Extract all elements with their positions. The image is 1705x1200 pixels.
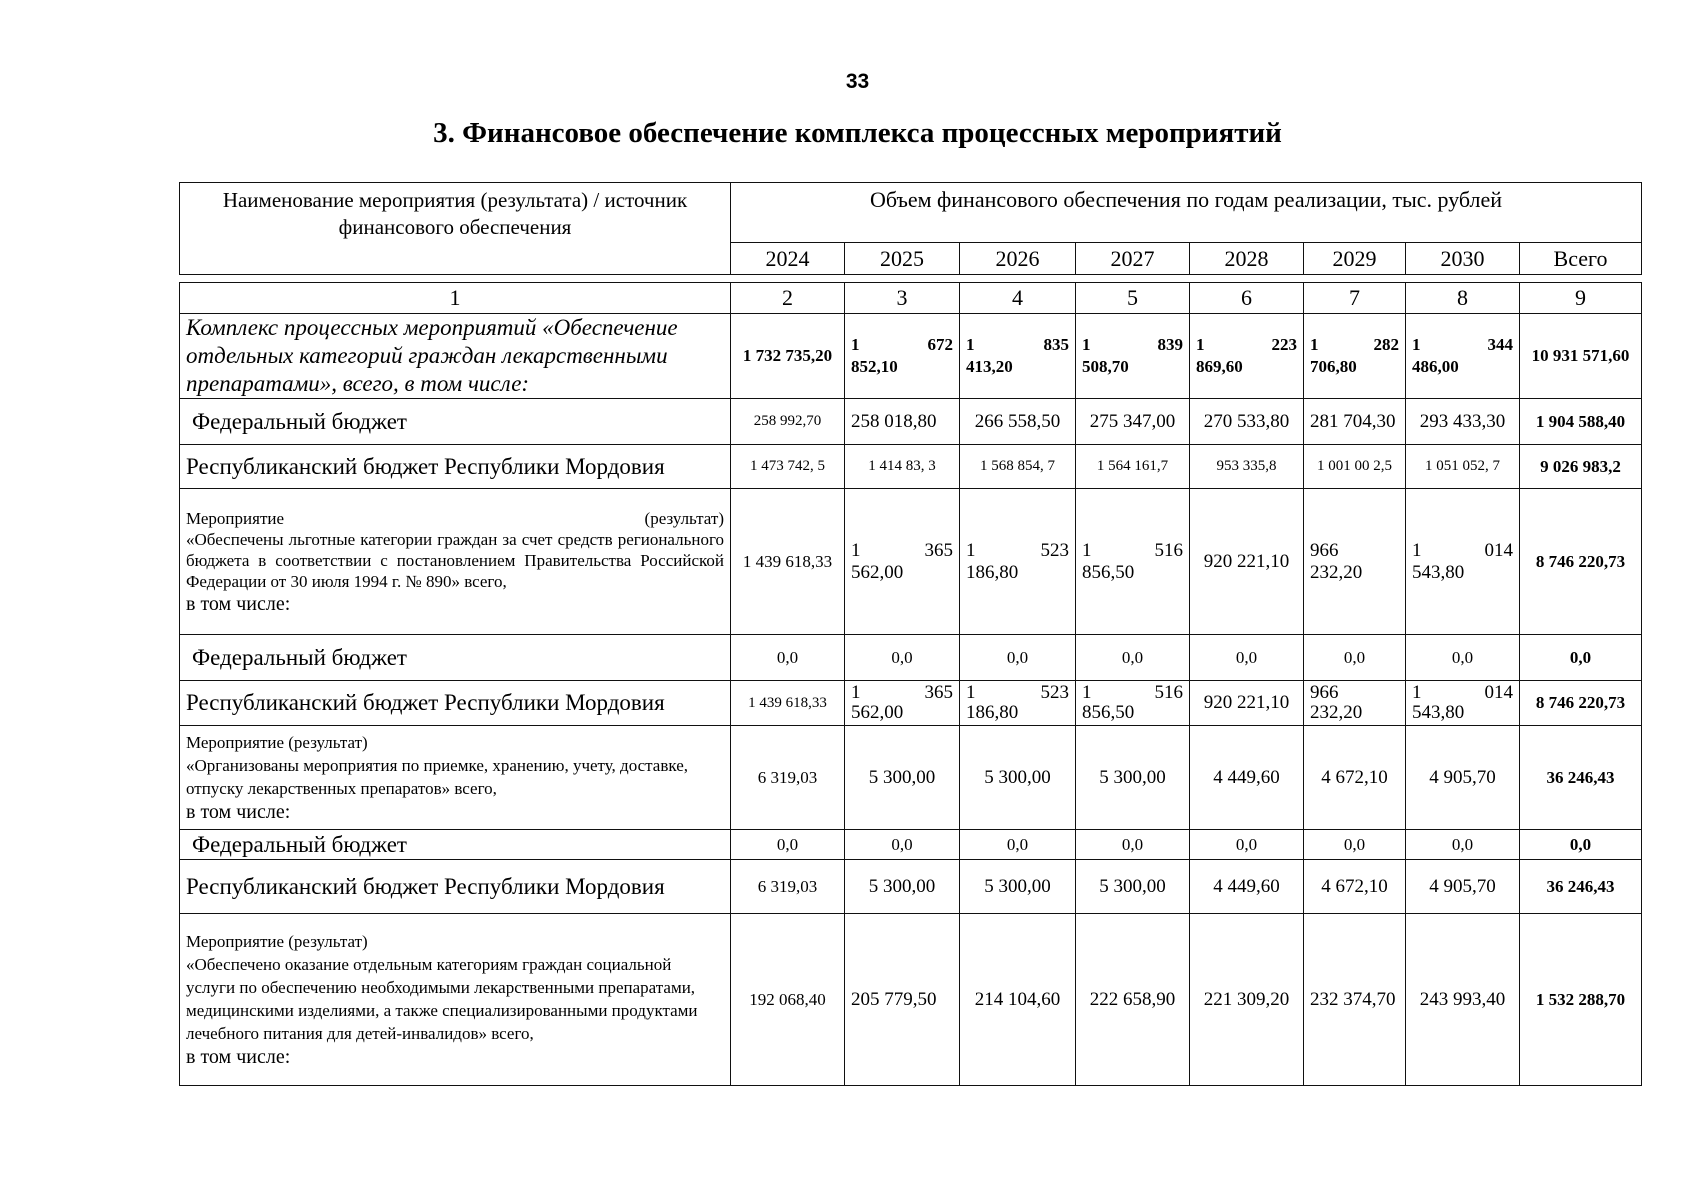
row-name-part: в том числе:: [186, 801, 291, 823]
value-cell: 192 068,40: [731, 914, 845, 1086]
header-year: 2030: [1406, 243, 1520, 275]
value-part: 543,80: [1412, 561, 1465, 583]
header-table: [179, 182, 1642, 275]
value-cell: 281 704,30: [1304, 399, 1406, 445]
value-cell: [1304, 681, 1406, 726]
value-part: 966: [1310, 539, 1339, 561]
index-cell: 3: [845, 283, 960, 314]
value-part: 014: [1484, 682, 1513, 703]
value-part: 413,20: [966, 357, 1013, 376]
value-cell: [1190, 314, 1304, 399]
row-name-part: Мероприятие (результат): [186, 932, 368, 951]
table-row: [180, 914, 1642, 1086]
value-part: 523: [1040, 682, 1069, 703]
value-cell: [845, 681, 960, 726]
index-cell: 2: [731, 283, 845, 314]
value-cell: 0,0: [845, 830, 960, 860]
value-part: 1: [1412, 682, 1422, 703]
value-cell: [1304, 489, 1406, 635]
value-cell: 920 221,10: [1190, 681, 1304, 726]
value-cell: 258 018,80: [845, 399, 960, 445]
total-cell: 36 246,43: [1520, 860, 1642, 914]
value-part: 856,50: [1082, 702, 1135, 723]
value-cell: 6 319,03: [731, 726, 845, 830]
value-cell: 275 347,00: [1076, 399, 1190, 445]
value-cell: 0,0: [1406, 830, 1520, 860]
table-row: [180, 314, 1642, 399]
value-part: 1: [1082, 539, 1092, 561]
value-part: 562,00: [851, 702, 904, 723]
value-cell: [1304, 314, 1406, 399]
value-cell: 1 001 00 2,5: [1304, 445, 1406, 489]
total-cell: 1 532 288,70: [1520, 914, 1642, 1086]
index-cell: 6: [1190, 283, 1304, 314]
header-year: 2026: [960, 243, 1076, 275]
value-cell: [1406, 489, 1520, 635]
value-cell: 5 300,00: [1076, 726, 1190, 830]
value-cell: 0,0: [845, 635, 960, 681]
row-name-part: «Обеспечено оказание отдельным категориям граждан социальной услуги по обеспечению необходимыми лекарственными препаратами, медицинскими изделиями, а также специализированными продуктами лечебного питания для детей-инвалидов» всего,: [186, 955, 698, 1043]
index-row: [180, 283, 1642, 314]
value-part: 1: [851, 335, 860, 354]
value-cell: 258 992,70: [731, 399, 845, 445]
index-cell: 8: [1406, 283, 1520, 314]
value-cell: 5 300,00: [960, 860, 1076, 914]
row-name: Комплекс процессных мероприятий «Обеспечение отдельных категорий граждан лекарственными препаратами», всего, в том числе:: [180, 314, 731, 399]
row-name: Республиканский бюджет Республики Мордовия: [180, 681, 731, 726]
value-part: 1: [1082, 335, 1091, 354]
header-volume-col: Объем финансового обеспечения по годам реализации, тыс. рублей: [731, 183, 1642, 243]
value-cell: 0,0: [731, 830, 845, 860]
value-cell: 0,0: [1190, 830, 1304, 860]
value-cell: 4 905,70: [1406, 860, 1520, 914]
value-part: 839: [1157, 335, 1183, 354]
value-cell: 243 993,40: [1406, 914, 1520, 1086]
value-cell: 0,0: [1076, 830, 1190, 860]
value-cell: [1406, 314, 1520, 399]
value-part: 835: [1043, 335, 1069, 354]
value-cell: 1 439 618,33: [731, 489, 845, 635]
total-cell: 36 246,43: [1520, 726, 1642, 830]
header-year: 2027: [1076, 243, 1190, 275]
value-part: 282: [1373, 335, 1399, 354]
value-cell: 293 433,30: [1406, 399, 1520, 445]
value-part: 856,50: [1082, 561, 1135, 583]
header-year: 2024: [731, 243, 845, 275]
value-part: 486,00: [1412, 357, 1459, 376]
total-cell: 9 026 983,2: [1520, 445, 1642, 489]
row-name-part: Мероприятие (результат): [186, 733, 368, 752]
value-cell: 0,0: [1406, 635, 1520, 681]
value-cell: 5 300,00: [845, 860, 960, 914]
value-cell: 221 309,20: [1190, 914, 1304, 1086]
value-cell: 4 672,10: [1304, 726, 1406, 830]
value-cell: 5 300,00: [1076, 860, 1190, 914]
value-part: 869,60: [1196, 357, 1243, 376]
total-cell: 8 746 220,73: [1520, 489, 1642, 635]
value-cell: 0,0: [960, 830, 1076, 860]
row-name: Республиканский бюджет Республики Мордовия: [180, 445, 731, 489]
value-cell: [960, 489, 1076, 635]
value-cell: 1 564 161,7: [1076, 445, 1190, 489]
value-part: 543,80: [1412, 702, 1465, 723]
value-part: 344: [1487, 335, 1513, 354]
value-cell: [960, 314, 1076, 399]
value-part: 706,80: [1310, 357, 1357, 376]
value-part: 014: [1484, 539, 1513, 561]
value-cell: 222 658,90: [1076, 914, 1190, 1086]
row-name: Федеральный бюджет: [180, 635, 731, 681]
value-part: 1: [851, 682, 861, 703]
value-part: 232,20: [1310, 702, 1363, 723]
row-name-part: «Организованы мероприятия по приемке, хранению, учету, доставке, отпуску лекарственных препаратов» всего,: [186, 756, 689, 798]
table-row: [180, 445, 1642, 489]
index-cell: 9: [1520, 283, 1642, 314]
row-name: Федеральный бюджет: [180, 830, 731, 860]
total-cell: 0,0: [1520, 830, 1642, 860]
value-part: 1: [1196, 335, 1205, 354]
index-cell: 4: [960, 283, 1076, 314]
value-part: 365: [924, 682, 953, 703]
value-cell: [1406, 681, 1520, 726]
value-cell: 0,0: [731, 635, 845, 681]
value-part: 1: [966, 335, 975, 354]
value-cell: 266 558,50: [960, 399, 1076, 445]
value-part: 186,80: [966, 702, 1019, 723]
value-part: 516: [1154, 682, 1183, 703]
value-cell: 953 335,8: [1190, 445, 1304, 489]
total-cell: 0,0: [1520, 635, 1642, 681]
value-cell: 1 051 052, 7: [1406, 445, 1520, 489]
table-row: [180, 860, 1642, 914]
table-row: [180, 635, 1642, 681]
value-cell: [845, 314, 960, 399]
header-year: 2025: [845, 243, 960, 275]
table-row: [180, 830, 1642, 860]
value-part: 966: [1310, 682, 1339, 703]
row-name-part: в том числе:: [186, 592, 291, 615]
row-name: [180, 726, 731, 830]
value-cell: [960, 681, 1076, 726]
row-name: [180, 489, 731, 635]
value-cell: 4 672,10: [1304, 860, 1406, 914]
value-part: 516: [1154, 539, 1183, 561]
table-row: [180, 489, 1642, 635]
value-part: 1: [966, 682, 976, 703]
value-cell: 1 473 742, 5: [731, 445, 845, 489]
value-cell: 232 374,70: [1304, 914, 1406, 1086]
total-cell: 1 904 588,40: [1520, 399, 1642, 445]
header-year: 2029: [1304, 243, 1406, 275]
value-part: 1: [1412, 539, 1422, 561]
value-part: 1: [1412, 335, 1421, 354]
value-cell: 5 300,00: [960, 726, 1076, 830]
value-part: 852,10: [851, 357, 898, 376]
value-cell: 1 414 83, 3: [845, 445, 960, 489]
value-cell: 0,0: [1304, 635, 1406, 681]
value-part: 1: [851, 539, 861, 561]
value-part: 232,20: [1310, 561, 1363, 583]
value-cell: 0,0: [1190, 635, 1304, 681]
value-cell: 1 439 618,33: [731, 681, 845, 726]
index-cell: 7: [1304, 283, 1406, 314]
value-cell: 6 319,03: [731, 860, 845, 914]
value-cell: 0,0: [1304, 830, 1406, 860]
header-year: 2028: [1190, 243, 1304, 275]
value-cell: 4 905,70: [1406, 726, 1520, 830]
value-cell: [845, 489, 960, 635]
table-row: [180, 681, 1642, 726]
value-part: 1: [966, 539, 976, 561]
finance-table: [179, 282, 1642, 1086]
row-name: [180, 914, 731, 1086]
value-part: 672: [927, 335, 953, 354]
value-cell: 0,0: [960, 635, 1076, 681]
value-cell: [1076, 489, 1190, 635]
value-part: 508,70: [1082, 357, 1129, 376]
value-cell: 214 104,60: [960, 914, 1076, 1086]
header-total: Всего: [1520, 243, 1642, 275]
page-title: 3. Финансовое обеспечение комплекса процессных мероприятий: [433, 117, 1282, 149]
value-cell: [1076, 681, 1190, 726]
value-part: 186,80: [966, 561, 1019, 583]
value-cell: 205 779,50: [845, 914, 960, 1086]
total-cell: 8 746 220,73: [1520, 681, 1642, 726]
row-name: Республиканский бюджет Республики Мордовия: [180, 860, 731, 914]
row-name-part: «Обеспечены льготные категории граждан за счет средств регионального бюджета в соответствии с постановлением Правительства Российской Федерации от 30 июля 1994 г. № 890» всего,: [186, 529, 724, 591]
row-name: Федеральный бюджет: [180, 399, 731, 445]
row-name-part: Мероприятие: [186, 508, 285, 528]
value-cell: 4 449,60: [1190, 726, 1304, 830]
table-row: [180, 399, 1642, 445]
value-cell: 1 568 854, 7: [960, 445, 1076, 489]
row-name-part: в том числе:: [186, 1046, 291, 1068]
total-cell: 10 931 571,60: [1520, 314, 1642, 399]
value-cell: 5 300,00: [845, 726, 960, 830]
table-row: [180, 726, 1642, 830]
header-name-col: Наименование мероприятия (результата) / источник финансового обеспечения: [180, 183, 731, 275]
value-cell: [1076, 314, 1190, 399]
value-part: 1: [1310, 335, 1319, 354]
row-name-part: (результат): [644, 508, 724, 528]
index-cell: 1: [180, 283, 731, 314]
value-cell: 270 533,80: [1190, 399, 1304, 445]
value-cell: 0,0: [1076, 635, 1190, 681]
value-part: 1: [1082, 682, 1092, 703]
value-part: 562,00: [851, 561, 904, 583]
page-number: 33: [845, 70, 870, 93]
value-cell: 920 221,10: [1190, 489, 1304, 635]
value-part: 223: [1271, 335, 1297, 354]
value-part: 523: [1040, 539, 1069, 561]
value-part: 365: [924, 539, 953, 561]
index-cell: 5: [1076, 283, 1190, 314]
value-cell: 1 732 735,20: [731, 314, 845, 399]
value-cell: 4 449,60: [1190, 860, 1304, 914]
